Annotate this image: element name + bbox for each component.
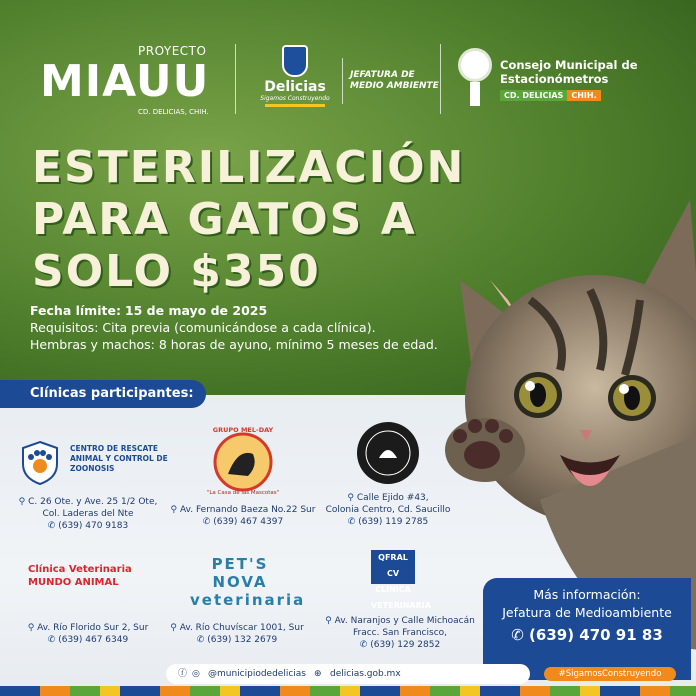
consejo-line2: Estacionómetros	[500, 72, 609, 86]
social-handle[interactable]: @municipiodedelicias	[208, 669, 306, 679]
globe-icon: ⊕	[314, 669, 322, 679]
kitten-image	[420, 130, 696, 650]
title-line2: PARA GATOS A	[32, 194, 417, 245]
fecha-line	[30, 302, 438, 319]
clinic-address-line: Av. Río Chuvíscar 1001, Sur	[179, 623, 304, 633]
clinic-logo-meldday	[208, 426, 278, 496]
clinic-address-line: Av. Río Florido Sur 2, Sur	[37, 623, 149, 633]
more-info-phone: (639) 470 91 83	[529, 626, 663, 644]
clinic-phone: (639) 467 4397	[213, 517, 284, 527]
location-pin-icon: ⚲	[170, 505, 178, 515]
chip-delicias: CD. DELICIAS	[500, 90, 567, 101]
whatsapp-icon: ✆	[511, 626, 524, 644]
clinic-logo-rescate	[20, 440, 168, 490]
clinic-address-line: Calle Ejido #43,	[356, 493, 429, 503]
clinics-label: Clínicas participantes:	[0, 380, 206, 408]
hembras-line: Hembras y machos: 8 horas de ayuno, mínimo 5 meses de edad.	[30, 337, 438, 352]
clinic-address-4	[18, 622, 158, 646]
qfral-text: QFRAL CV CLINICA VETERINARIA	[371, 550, 415, 584]
fecha-value: 15 de mayo de 2025	[124, 303, 268, 318]
clinic-address-line: Fracc. San Francisco,	[352, 628, 448, 638]
paw-shield-icon	[20, 440, 60, 486]
jefatura-label	[350, 70, 439, 92]
clinic-address-1	[18, 496, 158, 532]
clinic-logo-rescate-text: CENTRO DE RESCATE ANIMAL Y CONTROL DE ZOONOSIS	[70, 444, 168, 473]
consejo-label	[500, 58, 638, 86]
parking-meter-icon	[458, 48, 492, 106]
mundo-animal-text: Clínica Veterinaria MUNDO ANIMAL	[28, 564, 132, 588]
delicias-tagline: Sigamos Construyendo	[260, 95, 330, 102]
pets-nova-text: PET'S NOVA veterinaria	[190, 555, 306, 609]
clinic-logo-mundo-animal	[28, 563, 158, 599]
meldday-name: GRUPO MEL-DAY	[212, 426, 274, 434]
fecha-label: Fecha límite:	[30, 303, 121, 318]
location-pin-icon: ⚲	[347, 493, 354, 503]
consejo-chips	[500, 90, 601, 104]
clinic-address-line: Av. Naranjos y Calle Michoacán	[334, 616, 475, 626]
info-block	[30, 302, 438, 353]
delicias-bar	[265, 104, 325, 107]
title-line1: ESTERILIZACIÓN	[32, 142, 466, 193]
location-pin-icon: ⚲	[18, 497, 26, 507]
header-divider	[235, 44, 236, 114]
footer-bar	[166, 664, 662, 684]
delicias-shield-icon	[282, 45, 308, 77]
location-pin-icon: ⚲	[325, 616, 332, 626]
phone-icon: ✆	[196, 635, 205, 645]
clinic-logo-round	[355, 420, 421, 486]
chip-chih: CHIH.	[567, 90, 600, 101]
miauu-city: CD. DELICIAS, CHIH.	[138, 108, 209, 116]
instagram-icon: ◎	[192, 669, 200, 679]
location-pin-icon: ⚲	[170, 623, 177, 633]
clinic-address-line: Av. Fernando Baeza No.22 Sur	[180, 505, 316, 515]
clinic-seal-icon	[355, 420, 421, 486]
jefatura-line2: MEDIO AMBIENTE	[350, 81, 439, 91]
clinic-address-line: Col. Laderas del Nte	[42, 509, 134, 519]
clinic-logo-pets-nova	[190, 555, 306, 609]
clinic-address-2	[168, 504, 318, 528]
clinic-logo-qfral	[358, 550, 431, 610]
clinic-address-6	[310, 615, 490, 651]
clinic-address-5	[162, 622, 312, 646]
website-link[interactable]: delicias.gob.mx	[330, 669, 401, 679]
header-divider	[440, 44, 441, 114]
facebook-icon: ⓕ	[178, 669, 188, 679]
location-pin-icon: ⚲	[27, 623, 35, 633]
main-title	[32, 142, 465, 298]
phone-icon: ✆	[347, 517, 356, 527]
consejo-line1: Consejo Municipal de	[500, 58, 638, 72]
header-divider	[342, 58, 343, 104]
more-info-dept: Jefatura de Medioambiente	[502, 605, 672, 620]
more-info-label: Más información:	[533, 587, 641, 602]
miauu-logo	[40, 44, 220, 124]
phone-icon: ✆	[202, 517, 211, 527]
clinic-address-line: Colonia Centro, Cd. Saucillo	[325, 505, 451, 515]
clinic-address-line: C. 26 Ote. y Ave. 25 1/2 Ote,	[28, 497, 158, 507]
phone-icon: ✆	[47, 635, 56, 645]
clinic-phone: (639) 467 6349	[58, 635, 129, 645]
requisitos-line: Requisitos: Cita previa (comunicándose a cada clínica).	[30, 320, 376, 335]
delicias-logo	[255, 45, 335, 120]
jefatura-line1: JEFATURA DE	[350, 70, 415, 80]
title-line3: SOLO $350	[32, 246, 321, 297]
hashtag-badge: #SigamosConstruyendo	[544, 667, 676, 681]
more-info-phone-line	[483, 622, 691, 648]
miauu-wordmark: MIAUU	[40, 56, 210, 107]
clinic-phone: (639) 132 2679	[207, 635, 278, 645]
proyecto-label: PROYECTO	[138, 44, 207, 58]
delicias-name: Delicias	[264, 79, 326, 95]
phone-icon: ✆	[359, 640, 368, 650]
clinic-phone: (639) 119 2785	[358, 517, 429, 527]
clinic-address-3	[318, 492, 458, 528]
phone-icon: ✆	[47, 521, 56, 531]
clinic-phone: (639) 470 9183	[58, 521, 129, 531]
meldday-sub: "La Casa de las Mascotas"	[206, 490, 280, 496]
color-stripe	[0, 686, 696, 696]
dog-cat-logo-icon	[208, 426, 278, 496]
clinic-phone: (639) 129 2852	[370, 640, 441, 650]
